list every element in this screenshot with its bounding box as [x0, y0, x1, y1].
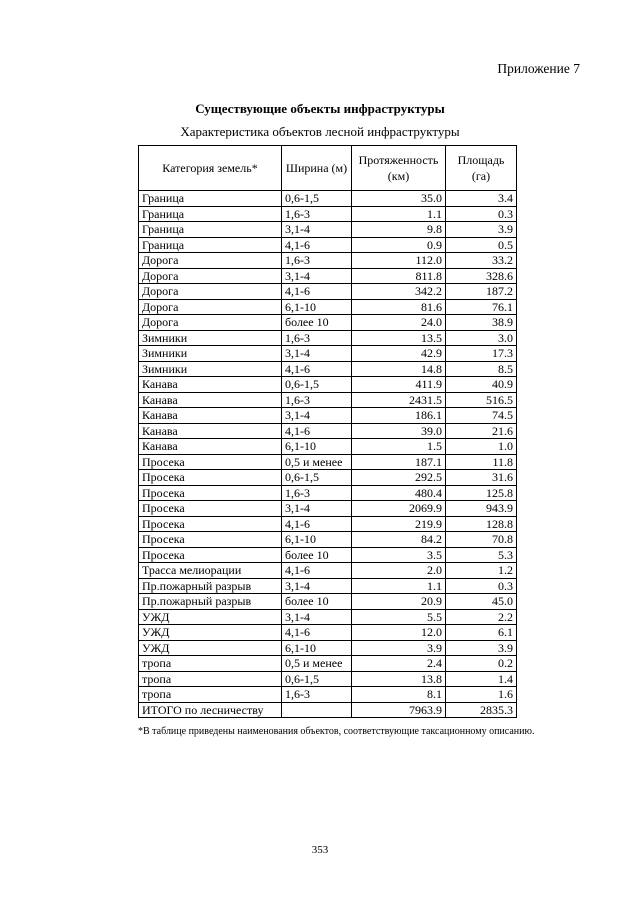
cell-width: 3,1-4 — [282, 222, 352, 238]
cell-length: 186.1 — [352, 408, 446, 424]
cell-length: 39.0 — [352, 423, 446, 439]
table-row — [139, 687, 517, 703]
total-row — [139, 702, 517, 718]
cell-length: 1.1 — [352, 578, 446, 594]
table-row — [139, 377, 517, 393]
cell-length: 13.5 — [352, 330, 446, 346]
cell-area: 8.5 — [446, 361, 517, 377]
cell-area: 1.4 — [446, 671, 517, 687]
table-row — [139, 516, 517, 532]
cell-length: 292.5 — [352, 470, 446, 486]
cell-width: более 10 — [282, 315, 352, 331]
table-row — [139, 191, 517, 207]
cell-width: 4,1-6 — [282, 284, 352, 300]
cell-area: 187.2 — [446, 284, 517, 300]
header-length: Протяженность (км) — [352, 146, 446, 191]
table-row — [139, 299, 517, 315]
cell-category: Дорога — [139, 284, 282, 300]
cell-length: 35.0 — [352, 191, 446, 207]
cell-area: 70.8 — [446, 532, 517, 548]
cell-category: УЖД — [139, 625, 282, 641]
cell-category: тропа — [139, 656, 282, 672]
table-row — [139, 408, 517, 424]
cell-category: Пр.пожарный разрыв — [139, 594, 282, 610]
cell-category: Зимники — [139, 361, 282, 377]
appendix-label: Приложение 7 — [497, 61, 580, 76]
table-row — [139, 470, 517, 486]
cell-area: 6.1 — [446, 625, 517, 641]
cell-area: 516.5 — [446, 392, 517, 408]
cell-category: Просека — [139, 470, 282, 486]
cell-length: 12.0 — [352, 625, 446, 641]
cell-area: 0.3 — [446, 206, 517, 222]
cell-area: 3.0 — [446, 330, 517, 346]
cell-length: 42.9 — [352, 346, 446, 362]
cell-area: 328.6 — [446, 268, 517, 284]
cell-width: более 10 — [282, 594, 352, 610]
cell-area: 0.2 — [446, 656, 517, 672]
page-title: Существующие объекты инфраструктуры — [195, 101, 445, 116]
infrastructure-table — [138, 145, 517, 718]
cell-category: Граница — [139, 237, 282, 253]
cell-area: 943.9 — [446, 501, 517, 517]
cell-width: 1,6-3 — [282, 330, 352, 346]
cell-length: 9.8 — [352, 222, 446, 238]
table-row — [139, 609, 517, 625]
cell-category: Канава — [139, 423, 282, 439]
cell-category: УЖД — [139, 609, 282, 625]
table-row — [139, 501, 517, 517]
table-row — [139, 485, 517, 501]
header-area: Площадь (га) — [446, 146, 517, 191]
cell-area: 3.9 — [446, 222, 517, 238]
cell-length: 112.0 — [352, 253, 446, 269]
cell-area: 0.3 — [446, 578, 517, 594]
header-width: Ширина (м) — [282, 146, 352, 191]
cell-area: 38.9 — [446, 315, 517, 331]
cell-length: 24.0 — [352, 315, 446, 331]
cell-length: 219.9 — [352, 516, 446, 532]
cell-length: 2069.9 — [352, 501, 446, 517]
cell-area: 1.6 — [446, 687, 517, 703]
cell-category: Граница — [139, 191, 282, 207]
table-row — [139, 439, 517, 455]
cell-category: Просека — [139, 532, 282, 548]
cell-area: 40.9 — [446, 377, 517, 393]
cell-area: 11.8 — [446, 454, 517, 470]
table-row — [139, 315, 517, 331]
cell-width: 6,1-10 — [282, 532, 352, 548]
cell-area: 0.5 — [446, 237, 517, 253]
table-row — [139, 594, 517, 610]
cell-category: Канава — [139, 392, 282, 408]
cell-length: 342.2 — [352, 284, 446, 300]
cell-area: 45.0 — [446, 594, 517, 610]
cell-width: более 10 — [282, 547, 352, 563]
cell-length: 187.1 — [352, 454, 446, 470]
cell-width: 1,6-3 — [282, 485, 352, 501]
cell-length: 2431.5 — [352, 392, 446, 408]
table-row — [139, 346, 517, 362]
cell-length: 480.4 — [352, 485, 446, 501]
cell-length: 1.1 — [352, 206, 446, 222]
table-header-row — [139, 146, 517, 191]
cell-category: Канава — [139, 408, 282, 424]
cell-category: Граница — [139, 206, 282, 222]
cell-category: тропа — [139, 671, 282, 687]
cell-width: 3,1-4 — [282, 346, 352, 362]
cell-length: 8.1 — [352, 687, 446, 703]
table-row — [139, 268, 517, 284]
header-category: Категория земель* — [139, 146, 282, 191]
cell-length: 1.5 — [352, 439, 446, 455]
total-area: 2835.3 — [446, 702, 517, 718]
cell-category: Просека — [139, 516, 282, 532]
footnote: *В таблице приведены наименования объектов, соответствующие таксационному описанию. — [138, 726, 535, 737]
table-row — [139, 284, 517, 300]
table-body — [139, 191, 517, 703]
cell-area: 74.5 — [446, 408, 517, 424]
cell-length: 2.0 — [352, 563, 446, 579]
table-row — [139, 640, 517, 656]
cell-category: Просека — [139, 501, 282, 517]
cell-width: 4,1-6 — [282, 423, 352, 439]
total-length: 7963.9 — [352, 702, 446, 718]
table-row — [139, 547, 517, 563]
cell-width: 1,6-3 — [282, 253, 352, 269]
cell-category: Дорога — [139, 315, 282, 331]
cell-category: Пр.пожарный разрыв — [139, 578, 282, 594]
table-row — [139, 563, 517, 579]
cell-width: 6,1-10 — [282, 299, 352, 315]
cell-width: 0,6-1,5 — [282, 377, 352, 393]
cell-category: Трасса мелиорации — [139, 563, 282, 579]
cell-width: 1,6-3 — [282, 687, 352, 703]
cell-width: 4,1-6 — [282, 516, 352, 532]
cell-area: 1.0 — [446, 439, 517, 455]
cell-category: Граница — [139, 222, 282, 238]
table-row — [139, 330, 517, 346]
table-row — [139, 454, 517, 470]
cell-category: Зимники — [139, 330, 282, 346]
cell-area: 3.9 — [446, 640, 517, 656]
table-row — [139, 206, 517, 222]
table-row — [139, 532, 517, 548]
table-row — [139, 671, 517, 687]
cell-area: 76.1 — [446, 299, 517, 315]
cell-length: 3.9 — [352, 640, 446, 656]
cell-area: 3.4 — [446, 191, 517, 207]
cell-area: 17.3 — [446, 346, 517, 362]
cell-category: Зимники — [139, 346, 282, 362]
cell-width: 4,1-6 — [282, 563, 352, 579]
cell-category: УЖД — [139, 640, 282, 656]
table-row — [139, 361, 517, 377]
cell-width: 4,1-6 — [282, 237, 352, 253]
cell-width: 4,1-6 — [282, 625, 352, 641]
cell-area: 21.6 — [446, 423, 517, 439]
cell-length: 811.8 — [352, 268, 446, 284]
cell-width: 3,1-4 — [282, 408, 352, 424]
cell-width: 1,6-3 — [282, 206, 352, 222]
cell-category: тропа — [139, 687, 282, 703]
cell-category: Дорога — [139, 253, 282, 269]
cell-length: 0.9 — [352, 237, 446, 253]
cell-width: 6,1-10 — [282, 439, 352, 455]
cell-category: Дорога — [139, 299, 282, 315]
table-row — [139, 578, 517, 594]
table-caption: Характеристика объектов лесной инфраструктуры — [180, 124, 460, 139]
cell-category: Просека — [139, 485, 282, 501]
cell-width: 4,1-6 — [282, 361, 352, 377]
cell-category: Просека — [139, 547, 282, 563]
cell-category: Дорога — [139, 268, 282, 284]
cell-length: 20.9 — [352, 594, 446, 610]
table-row — [139, 237, 517, 253]
page-number: 353 — [311, 844, 329, 856]
cell-category: Просека — [139, 454, 282, 470]
cell-area: 125.8 — [446, 485, 517, 501]
cell-length: 14.8 — [352, 361, 446, 377]
cell-width: 0,5 и менее — [282, 454, 352, 470]
table-row — [139, 423, 517, 439]
table-row — [139, 222, 517, 238]
cell-area: 31.6 — [446, 470, 517, 486]
table-row — [139, 656, 517, 672]
cell-length: 5.5 — [352, 609, 446, 625]
cell-width: 0,5 и менее — [282, 656, 352, 672]
cell-width: 3,1-4 — [282, 578, 352, 594]
cell-width: 3,1-4 — [282, 609, 352, 625]
cell-area: 1.2 — [446, 563, 517, 579]
cell-category: Канава — [139, 439, 282, 455]
cell-length: 411.9 — [352, 377, 446, 393]
cell-area: 128.8 — [446, 516, 517, 532]
cell-width: 3,1-4 — [282, 268, 352, 284]
cell-width: 3,1-4 — [282, 501, 352, 517]
cell-width: 0,6-1,5 — [282, 671, 352, 687]
cell-length: 13.8 — [352, 671, 446, 687]
cell-width: 1,6-3 — [282, 392, 352, 408]
table-row — [139, 253, 517, 269]
cell-category: Канава — [139, 377, 282, 393]
cell-length: 3.5 — [352, 547, 446, 563]
cell-area: 2.2 — [446, 609, 517, 625]
cell-width: 0,6-1,5 — [282, 470, 352, 486]
cell-area: 5.3 — [446, 547, 517, 563]
cell-width: 0,6-1,5 — [282, 191, 352, 207]
total-width-empty — [282, 702, 352, 718]
cell-length: 81.6 — [352, 299, 446, 315]
table-row — [139, 625, 517, 641]
total-label: ИТОГО по лесничеству — [139, 702, 282, 718]
table-row — [139, 392, 517, 408]
cell-width: 6,1-10 — [282, 640, 352, 656]
cell-area: 33.2 — [446, 253, 517, 269]
cell-length: 84.2 — [352, 532, 446, 548]
cell-length: 2.4 — [352, 656, 446, 672]
